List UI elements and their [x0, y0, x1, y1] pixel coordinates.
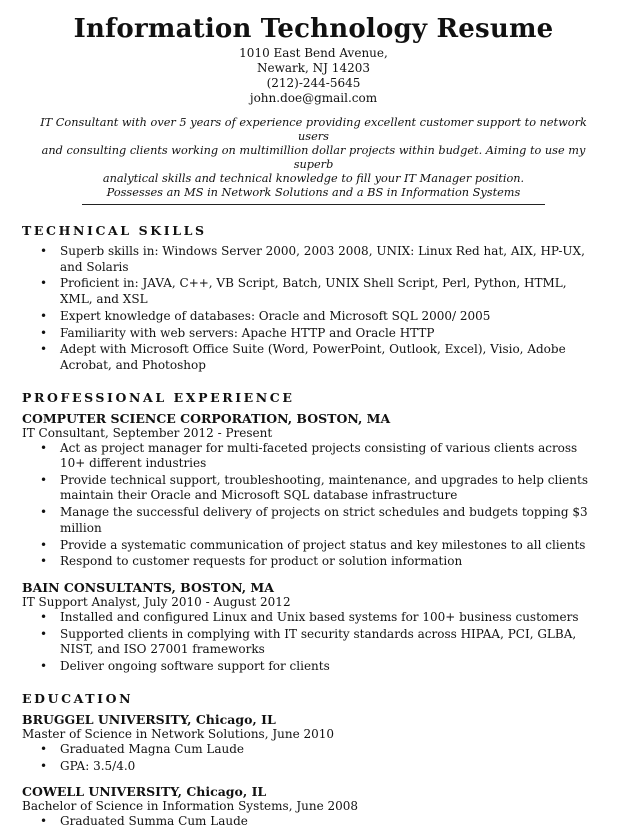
resume-title: Information Technology Resume	[73, 14, 554, 44]
job-title-dates: IT Consultant, September 2012 - Present	[22, 425, 273, 440]
summary-line: analytical skills and technical knowledge to fill your IT Manager position.	[102, 172, 525, 185]
employer-name: BAIN CONSULTANTS, BOSTON, MA	[22, 580, 274, 595]
summary-divider	[82, 204, 545, 205]
list-item: • Respond to customer requests for product or solution information	[60, 554, 605, 570]
degree-name: Bachelor of Science in Information Systems, June 2008	[22, 799, 359, 814]
job-title-dates: IT Support Analyst, July 2010 - August 2012	[22, 595, 291, 609]
list-item: • Supported clients in complying with IT security standards across HIPAA, PCI, GLBA, NIST, and ISO 27001 frameworks	[60, 627, 605, 658]
list-item: • Familiarity with web servers: Apache HTTP and Oracle HTTP	[60, 326, 605, 342]
section-heading-education: EDUCATION	[22, 690, 134, 706]
address-line-2: Newark, NJ 14203	[257, 61, 370, 75]
summary-line: IT Consultant with over 5 years of experience providing excellent customer support to network users	[40, 116, 587, 143]
contact-block	[22, 46, 605, 106]
education-details-list	[22, 814, 605, 830]
job-duties-list	[22, 610, 605, 675]
education-details-list	[22, 742, 605, 774]
list-item: • Provide technical support, troubleshooting, maintenance, and upgrades to help clients maintain their Oracle and Microsoft SQL database infrastructure	[60, 473, 605, 504]
list-item: • Installed and configured Linux and Unix based systems for 100+ business customers	[60, 610, 605, 626]
professional-summary	[22, 116, 605, 200]
list-item: • Proficient in: JAVA, C++, VB Script, Batch, UNIX Shell Script, Perl, Python, HTML, XML, and XSL	[60, 276, 605, 307]
list-item: • Superb skills in: Windows Server 2000, 2003 2008, UNIX: Linux Red hat, AIX, HP-UX, and Solaris	[60, 244, 605, 275]
section-heading-experience: PROFESSIONAL EXPERIENCE	[22, 389, 295, 405]
email-address: john.doe@gmail.com	[249, 91, 378, 105]
list-item: • Deliver ongoing software support for clients	[60, 659, 605, 675]
employer-name: COMPUTER SCIENCE CORPORATION, BOSTON, MA	[22, 410, 391, 426]
list-item: • GPA: 3.5/4.0	[60, 759, 605, 775]
address-line-1: 1010 East Bend Avenue,	[239, 46, 388, 60]
list-item: • Act as project manager for multi-faceted projects consisting of various clients across 10+ different industries	[60, 441, 605, 472]
list-item: • Graduated Magna Cum Laude	[60, 742, 605, 758]
list-item: • Expert knowledge of databases: Oracle and Microsoft SQL 2000/ 2005	[60, 309, 605, 325]
list-item: • Provide a systematic communication of project status and key milestones to all clients	[60, 538, 605, 554]
list-item: • Manage the successful delivery of projects on strict schedules and budgets topping $3 million	[60, 505, 605, 536]
summary-line: and consulting clients working on multimillion dollar projects within budget. Aiming to use my superb	[41, 144, 586, 171]
phone-number: (212)-244-5645	[266, 76, 361, 90]
degree-name: Master of Science in Network Solutions, June 2010	[22, 726, 335, 741]
list-item: • Graduated Summa Cum Laude	[60, 814, 605, 830]
section-heading-technical-skills: TECHNICAL SKILLS	[22, 223, 207, 238]
job-duties-list	[22, 441, 605, 571]
school-name: COWELL UNIVERSITY, Chicago, IL	[22, 784, 267, 800]
list-item: • Adept with Microsoft Office Suite (Word, PowerPoint, Outlook, Excel), Visio, Adobe Acrobat, and Photoshop	[60, 342, 605, 373]
summary-line: Possesses an MS in Network Solutions and a BS in Information Systems	[106, 186, 521, 199]
school-name: BRUGGEL UNIVERSITY, Chicago, IL	[22, 711, 276, 727]
technical-skills-list	[22, 244, 605, 374]
